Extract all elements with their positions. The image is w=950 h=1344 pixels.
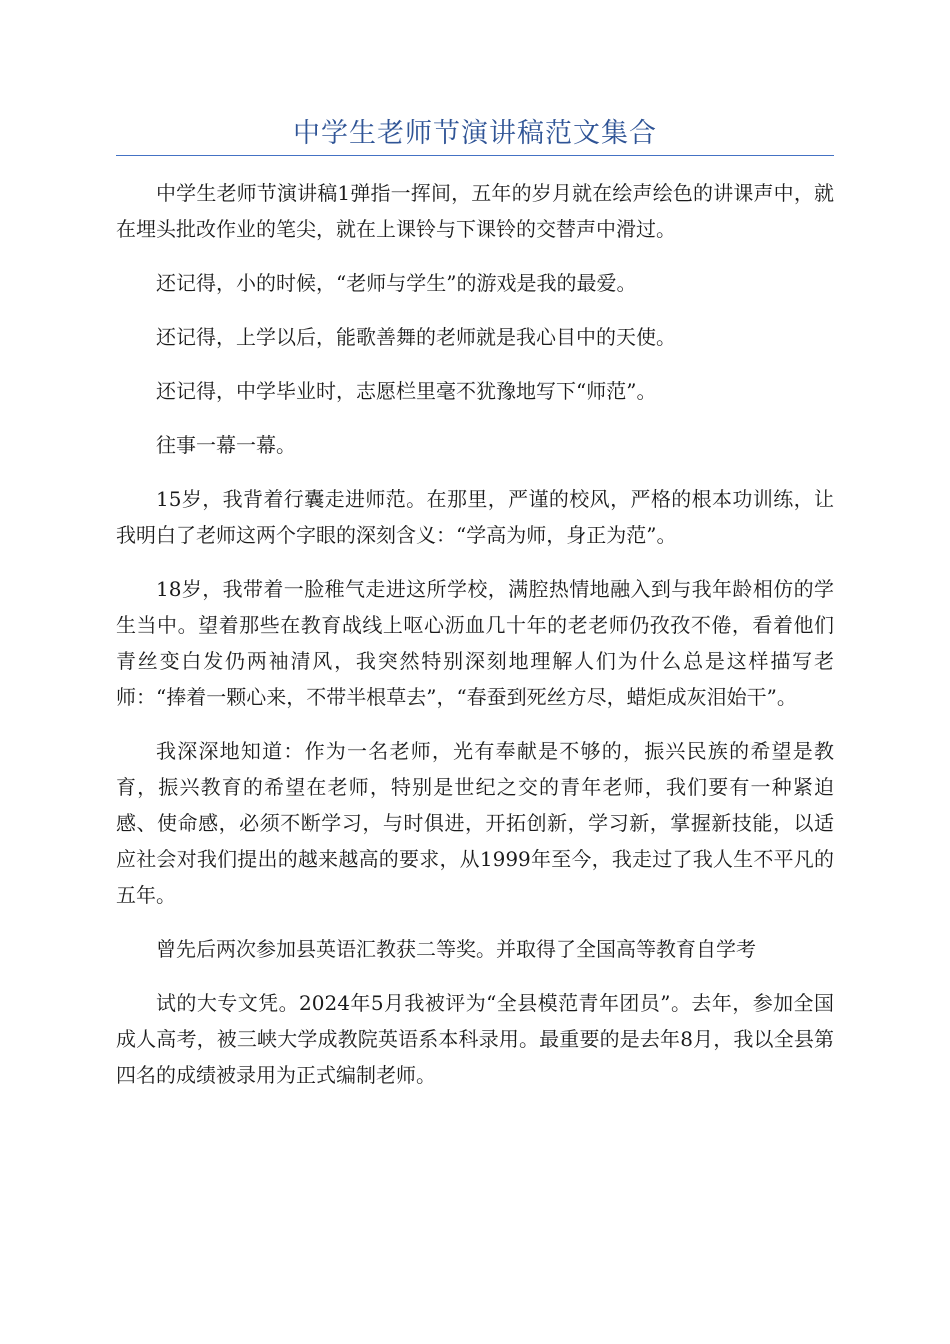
paragraph: 中学生老师节演讲稿1弹指一挥间，五年的岁月就在绘声绘色的讲课声中，就在埋头批改作业的笔尖，就在上课铃与下课铃的交替声中滑过。 [116,181,834,241]
paragraph: 15岁，我背着行囊走进师范。在那里，严谨的校风，严格的根本功训练，让我明白了老师这两个字眼的深刻含义：“学高为师，身正为范”。 [116,487,834,547]
paragraph: 还记得，上学以后，能歌善舞的老师就是我心目中的天使。 [156,325,676,349]
paragraph: 曾先后两次参加县英语汇教获二等奖。并取得了全国高等教育自学考 [156,937,756,961]
document-title: 中学生老师节演讲稿范文集合 [293,118,657,149]
paragraph: 还记得，小的时候，“老师与学生”的游戏是我的最爱。 [156,271,637,295]
title-underline [116,155,834,156]
paragraph: 试的大专文凭。2024年5月我被评为“全县模范青年团员”。去年，参加全国成人高考，被三峡大学成教院英语系本科录用。最重要的是去年8月，我以全县第四名的成绩被录用为正式编制老师。 [116,991,834,1087]
paragraph: 还记得，中学毕业时，志愿栏里毫不犹豫地写下“师范”。 [156,379,657,403]
paragraph: 我深深地知道：作为一名老师，光有奉献是不够的，振兴民族的希望是教育，振兴教育的希望在老师，特别是世纪之交的青年老师，我们要有一种紧迫感、使命感，必须不断学习，与时俱进，开拓创新，学习新，掌握新技能，以适应社会对我们提出的越来越高的要求，从1999年至今，我走过了我人生不平凡的五年。 [116,739,834,907]
paragraph: 18岁，我带着一脸稚气走进这所学校，满腔热情地融入到与我年龄相仿的学生当中。望着那些在教育战线上呕心沥血几十年的老老师仍孜孜不倦，看着他们青丝变白发仍两袖清风，我突然特别深刻地理解人们为什么总是这样描写老师：“捧着一颗心来，不带半根草去”，“春蚕到死丝方尽，蜡炬成灰泪始干”。 [116,577,834,709]
paragraph: 往事一幕一幕。 [156,433,296,457]
document-body [116,175,834,1111]
